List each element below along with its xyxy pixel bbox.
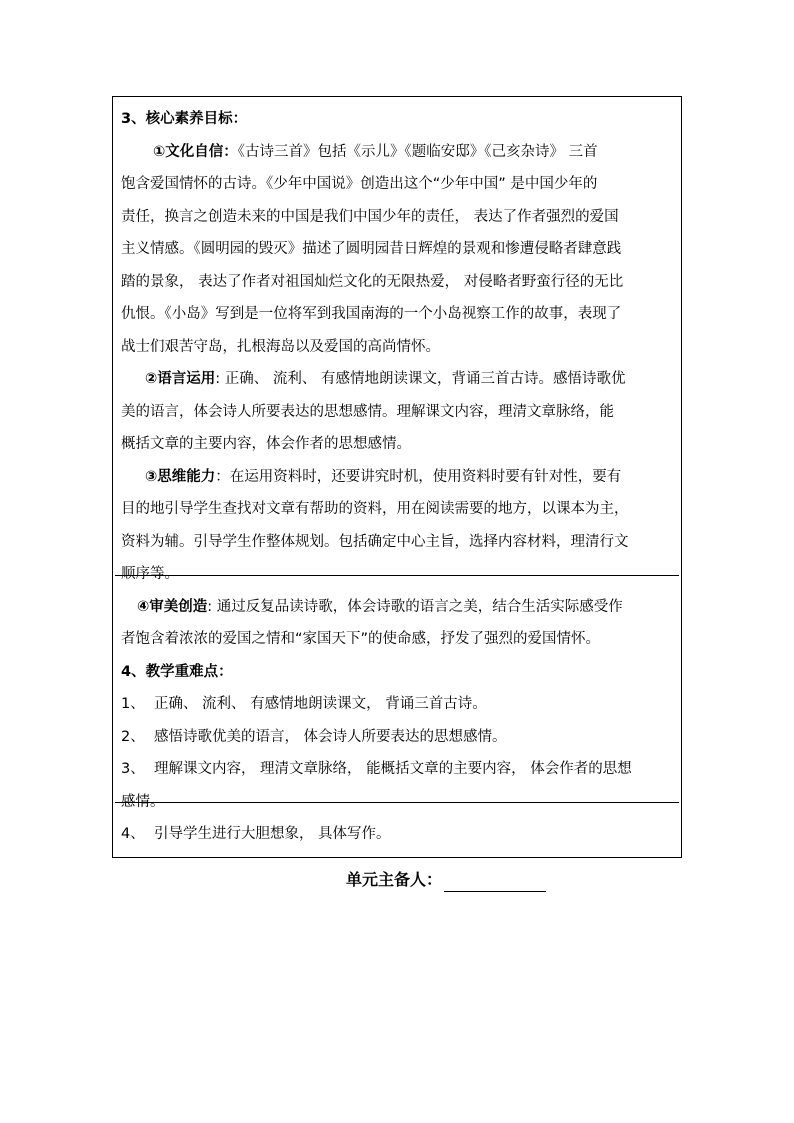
divider-before-aesthetic — [115, 575, 679, 576]
culture-line-4: 主义情感。《圆明园的毁灭》描述了圆明园昔日辉煌的景观和惨遭侵略者肆意践 — [121, 241, 622, 257]
difficulty-item-2: 2、 感悟诗歌优美的语言， 体会诗人所要表达的思想感情。 — [121, 728, 507, 745]
culture-line-7: 战士们艰苦守岛，扎根海岛以及爱国的高尚情怀。 — [121, 338, 440, 355]
language-line-3: 概括文章的主要内容，体会作者的思想感情。 — [121, 436, 411, 452]
unit-preparer-signature — [346, 868, 546, 892]
aesthetic-label: ④审美创造 — [137, 598, 208, 615]
thinking-line-1: ③思维能力：在运用资料时，还要讲究时机，使用资料时要有针对性，要有 — [145, 468, 622, 485]
culture-line-1: ①文化自信：《古诗三首》包括《示儿》《题临安邸》《己亥杂诗》 三首 — [153, 143, 598, 160]
thinking-line-2: 目的地引导学生查找对文章有帮助的资料，用在阅读需要的地方，以课本为主， — [121, 501, 629, 517]
language-line-2: 美的语言，体会诗人所要表达的思想感情。理解课文内容，理清文章脉络，能 — [121, 403, 614, 420]
culture-label: ①文化自信： — [153, 143, 238, 160]
culture-line-2: 饱含爱国情怀的古诗。《少年中国说》创造出这个“少年中国” 是中国少年的 — [121, 176, 598, 192]
difficulty-item-4: 4、 引导学生进行大胆想象， 具体写作。 — [121, 826, 391, 842]
thinking-line-3: 资料为辅。引导学生作整体规划。包括确定中心主旨，选择内容材料，理清行文 — [121, 533, 629, 550]
lesson-plan-table — [112, 96, 682, 858]
lesson-plan-content — [121, 103, 677, 851]
aesthetic-line-2: 者饱含着浓浓的爱国之情和“家国天下”的使命感，抒发了强烈的爱国情怀。 — [121, 631, 601, 647]
divider-before-item-4 — [115, 802, 679, 803]
signature-blank-field[interactable] — [444, 873, 546, 892]
signature-label: 单元主备人： — [346, 870, 443, 889]
section-3-heading: 3、核心素养目标： — [121, 111, 248, 127]
difficulty-item-3-cont: 感情。 — [121, 793, 165, 810]
culture-line-5: 踏的景象， 表达了作者对祖国灿烂文化的无限热爱， 对侵略者野蛮行径的无比 — [121, 273, 624, 290]
thinking-label: ③思维能力 — [145, 468, 216, 485]
section-4-heading: 4、教学重难点： — [121, 663, 233, 680]
difficulty-item-3: 3、 理解课文内容， 理清文章脉络， 能概括文章的主要内容， 体会作者的思想 — [121, 761, 632, 777]
culture-line-3: 责任，换言之创造未来的中国是我们中国少年的责任， 表达了作者强烈的爱国 — [121, 208, 619, 225]
culture-line-6: 仇恨。《小岛》写到是一位将军到我国南海的一个小岛视察工作的故事，表现了 — [121, 306, 622, 322]
difficulty-item-1: 1、 正确、 流利、 有感情地朗读课文， 背诵三首古诗。 — [121, 696, 487, 712]
aesthetic-line-1: ④审美创造: 通过反复品读诗歌，体会诗歌的语言之美，结合生活实际感受作 — [137, 598, 623, 615]
language-label: ②语言运用 — [145, 371, 216, 387]
language-line-1: ②语言运用: 正确、 流利、 有感情地朗读课文，背诵三首古诗。感悟诗歌优 — [145, 371, 626, 387]
thinking-line-4: 顺序等。 — [121, 566, 179, 582]
